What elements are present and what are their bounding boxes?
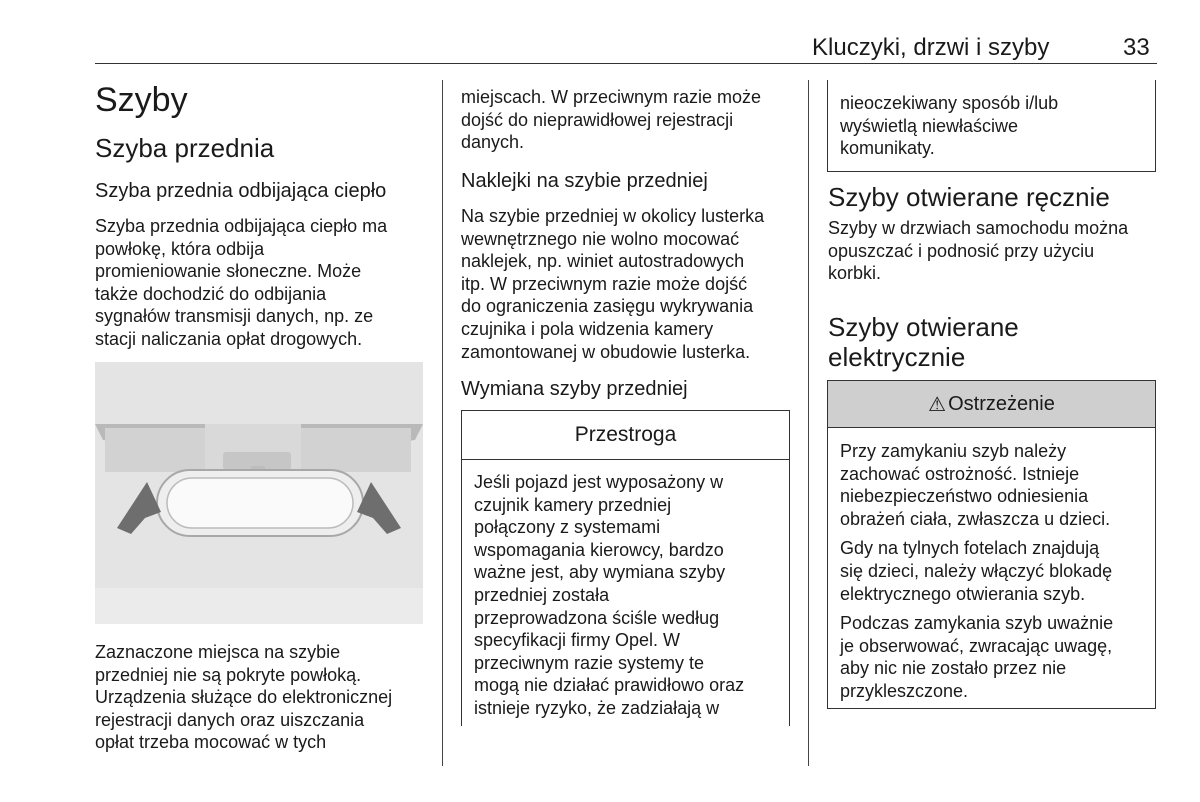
heading-stickers: Naklejki na szybie przedniej	[461, 170, 708, 192]
caution-box	[461, 410, 790, 726]
warning-paragraph-3: Podczas zamykania szyb uważnie je obserwować, zwracając uwagę, aby nic nie zostało przez nie przykleszczone.	[840, 613, 1114, 701]
paragraph-uncoated-areas: Zaznaczone miejsca na szybie przedniej nie są pokryte powłoką. Urządzenia służące do elektronicznej rejestracji danych oraz uiszczania opłat trzeba mocować w tych	[95, 642, 393, 753]
warning-header	[828, 381, 1155, 428]
caution-text: Jeśli pojazd jest wyposażony w czujnik kamery przedniej połączony z systemami wspomagania kierowcy, bardzo ważne jest, aby wymiana szyby przedniej została przeprowadzona ściśle według specyfikacji firmy Opel. W przeciwnym razie systemy te mogą nie działać prawidłowo oraz istnieje ryzyko, że zadziałają w	[474, 472, 745, 718]
heading-windshield-replacement: Wymiana szyby przedniej	[461, 378, 688, 400]
subsection-title-szyba-przednia: Szyba przednia	[95, 133, 275, 163]
heading-manual-windows: Szyby otwierane ręcznie	[828, 182, 1110, 212]
heading-heat-reflecting: Szyba przednia odbijająca ciepło	[95, 180, 387, 202]
header-divider	[95, 63, 1157, 64]
column-divider-left	[442, 80, 443, 766]
heading-electric-windows: Szyby otwierane elektrycznie	[828, 312, 1019, 372]
paragraph-stickers: Na szybie przedniej w okolicy lusterka wewnętrznego nie wolno mocować naklejek, np. winiet autostradowych itp. W przeciwnym razie może dojść do ograniczenia zasięgu wykrywania czujnika i pola widzenia kamery zamontowanej w obudowie lusterka.	[461, 206, 765, 362]
column-divider-right	[808, 80, 809, 766]
paragraph-manual-windows: Szyby w drzwiach samochodu można opuszczać i podnosić przy użyciu korbki.	[828, 218, 1129, 284]
warning-paragraph-2: Gdy na tylnych fotelach znajdują się dzieci, należy włączyć blokadę elektrycznego otwierania szyb.	[840, 538, 1113, 604]
page-number: 33	[1123, 34, 1150, 61]
caution-box-continued	[827, 80, 1156, 172]
caution-text-continued: nieoczekiwany sposób i/lub wyświetlą niewłaściwe komunikaty.	[840, 93, 1059, 159]
paragraph-continued: miejscach. W przeciwnym razie może dojść do nieprawidłowej rejestracji danych.	[461, 87, 762, 153]
section-title-szyby: Szyby	[95, 81, 188, 119]
mirror-illustration	[95, 362, 423, 624]
mirror-figure-svg	[95, 362, 423, 624]
warning-title: Ostrzeżenie	[948, 392, 1055, 415]
header-title: Kluczyki, drzwi i szyby	[812, 34, 1050, 61]
caution-title: Przestroga	[462, 411, 789, 460]
warning-paragraph-1: Przy zamykaniu szyb należy zachować ostrożność. Istnieje niebezpieczeństwo odniesienia obrażeń ciała, zwłaszcza u dzieci.	[840, 441, 1111, 529]
warning-box	[827, 380, 1156, 709]
warning-icon: ⚠	[928, 393, 947, 416]
paragraph-heat-reflecting: Szyba przednia odbijająca ciepło ma powłokę, która odbija promieniowanie słoneczne. Może także dochodzić do odbijania sygnałów transmisji danych, np. ze stacji naliczania opłat drogowych.	[95, 216, 388, 349]
